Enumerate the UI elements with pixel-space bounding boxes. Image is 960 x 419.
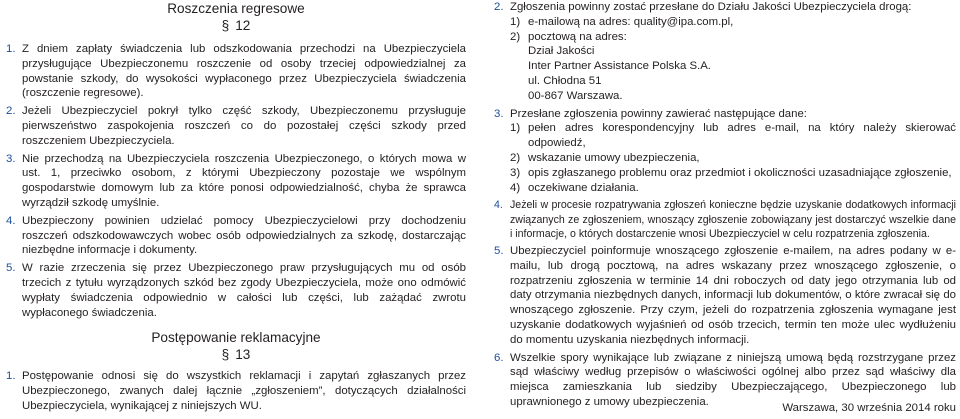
sub-item-number: 2) xyxy=(510,151,521,164)
sub-item-text: pocztową na adres: xyxy=(528,30,627,43)
sub-item xyxy=(510,166,956,181)
sub-item-text: opis zgłaszanego problemu oraz przedmiot i okoliczności uzasadniające zgłoszenie, xyxy=(528,166,952,179)
item-text: Jeżeli w procesie rozpatrywania zgłoszeń konieczne będzie uzyskanie dodatkowych informacji związanych ze zgłoszeniem, wnoszący zgłoszenie zobowiązany jest dostarczyć wszelkie dane i informacje, o których dostarczenie wnosi Ubezpieczyciel w celu rozpatrzenia zgłoszenia. xyxy=(510,199,956,240)
section-13-title: Postępowanie reklamacyjne xyxy=(151,330,321,346)
sub-item-text: oczekiwane działania. xyxy=(528,181,639,194)
item-text: Jeżeli Ubezpieczyciel pokrył tylko część szkody, Ubezpieczonemu przysługuje pierwszeństwo zaspokojenia roszczeń co do pozostałej części szkody przed roszczeniem Ubezpieczyciela. xyxy=(22,105,466,147)
sub-item-text: e-mailową na adres: quality@ipa.com.pl, xyxy=(528,15,734,28)
list-item xyxy=(494,198,956,241)
list-item xyxy=(6,104,466,148)
left-column xyxy=(6,0,466,417)
section-12-title: Roszczenia regresowe xyxy=(167,1,305,16)
item-text: Nie przechodzą na Ubezpieczyciela roszczenia Ubezpieczonego, o których mowa w ust. 1, przeciwko osobom, z którymi Ubezpieczony pozostaje we wspólnym gospodarstwie domowym lub za które ponosi odpowiedzialność, chyba że sprawca wyrządził szkodę umyślnie. xyxy=(22,152,466,209)
item-text: Postępowanie odnosi się do wszystkich reklamacji i zapytań zgłaszanych przez Ubezpieczonego, zwanych dalej łącznie „zgłoszeniem”, dotyczących działalności Ubezpieczyciela, wynikającej z niniejszych WU. xyxy=(22,370,466,412)
sub-item xyxy=(510,30,956,45)
list-item xyxy=(6,152,466,211)
list-item xyxy=(6,214,466,258)
sub-item xyxy=(510,181,956,196)
item-number: 2. xyxy=(6,105,16,118)
sub-item-number: 1) xyxy=(510,15,521,28)
sub-item-number: 1) xyxy=(510,122,521,135)
item-number: 5. xyxy=(6,262,16,275)
section-12-number-value: 12 xyxy=(235,18,251,33)
item-number: 3. xyxy=(494,107,504,120)
address-line: Dział Jakości xyxy=(528,45,595,58)
sub-item-number: 4) xyxy=(510,181,521,194)
address-line: Inter Partner Assistance Polska S.A. xyxy=(528,60,711,73)
item-text: Przesłane zgłoszenia powinny zawierać następujące dane: xyxy=(510,107,807,120)
section-13-number-value: 13 xyxy=(235,347,251,363)
item-text: Zgłoszenia powinny zostać przesłane do Działu Jakości Ubezpieczyciela drogą: xyxy=(510,1,912,13)
item-number: 3. xyxy=(6,152,16,165)
sub-item-text: wskazanie umowy ubezpieczenia, xyxy=(528,151,700,164)
sub-item xyxy=(510,151,956,166)
sub-item-number: 3) xyxy=(510,166,521,179)
list-item xyxy=(494,244,956,348)
paragraph-symbol: § xyxy=(221,18,230,33)
list-item xyxy=(6,369,466,413)
list-item xyxy=(494,0,956,104)
item-text: Wszelkie spory wynikające lub związane z niniejszą umową będą rozstrzygane przez sąd właściwy według przepisów o właściwości ogólnej albo przez sąd właściwy dla miejsca zamieszkania lub siedziby Ubezpieczającego, Ubezpieczonego lub uprawnionego z umowy ubezpieczenia. xyxy=(510,351,956,408)
item-text: Ubezpieczony powinien udzielać pomocy Ubezpieczycielowi przy dochodzeniu roszczeń odszkodowawczych wobec osób odpowiedzialnych za szkodę, dostarczając niezbędne informacje i dokumenty. xyxy=(22,214,466,257)
item-text: Z dniem zapłaty świadczenia lub odszkodowania przechodzi na Ubezpieczyciela przysługujące Ubezpieczonemu roszczenie od osoby trzeciej odpowiedzialnej za powstanie szkody, do wysokości wypłaconego przez Ubezpieczyciela świadczenia (roszczenie regresowe). xyxy=(22,43,466,100)
list-item xyxy=(494,107,956,196)
right-column xyxy=(494,0,956,413)
list-item xyxy=(6,42,466,101)
sub-item xyxy=(510,121,956,151)
section-12-items xyxy=(6,42,466,320)
item-number: 1. xyxy=(6,43,16,55)
address-line: 00-867 Warszawa. xyxy=(528,89,623,102)
item-number: 4. xyxy=(6,214,16,227)
item-text: Ubezpieczyciel poinformuje wnoszącego zgłoszenie e-mailem, na adres podany w e-mailu, lub drogą pocztową, na adres wskazany przez wnoszącego zgłoszenie, o rozpatrzeniu zgłoszenia w terminie 14 dni roboczych od daty jego otrzymania lub od daty otrzymania niezbędnych danych, informacji lub dokumentów, o które zwracał się do wnoszącego zgłoszenie. Przy czym, jeżeli do rozpatrzenia zgłoszenia wymagane jest uzyskanie dodatkowych wyjaśnień od osób trzecich, termin ten może ulec wydłużeniu do momentu uzyskania niezbędnych informacji. xyxy=(510,244,956,346)
item-number: 1. xyxy=(6,370,16,383)
sub-item xyxy=(510,15,956,30)
item-text: W razie zrzeczenia się przez Ubezpieczonego praw przysługujących mu od osób trzecich z tytułu wyrządzonych szkód bez zgody Ubezpieczyciela, może ono odmówić wypłaty świadczenia odpowiednio w całości lub części, lub zażądać zwrotu wypłaconego świadczenia. xyxy=(22,262,466,319)
sub-item-number: 2) xyxy=(510,30,521,43)
sub-item-text: pełen adres korespondencyjny lub adres e-mail, na który należy skierować odpowiedź, xyxy=(528,122,956,150)
signature-date: Warszawa, 30 września 2014 roku xyxy=(782,402,956,414)
item-number: 5. xyxy=(494,244,504,257)
paragraph-symbol: § xyxy=(221,347,230,363)
section-12-number xyxy=(6,17,466,34)
item-number: 6. xyxy=(494,351,504,364)
item-number: 4. xyxy=(494,199,503,212)
item-number: 2. xyxy=(494,1,504,13)
address-line: ul. Chłodna 51 xyxy=(528,74,602,87)
section-13-number xyxy=(6,346,466,363)
list-item xyxy=(6,261,466,320)
section-13-items xyxy=(6,369,466,413)
